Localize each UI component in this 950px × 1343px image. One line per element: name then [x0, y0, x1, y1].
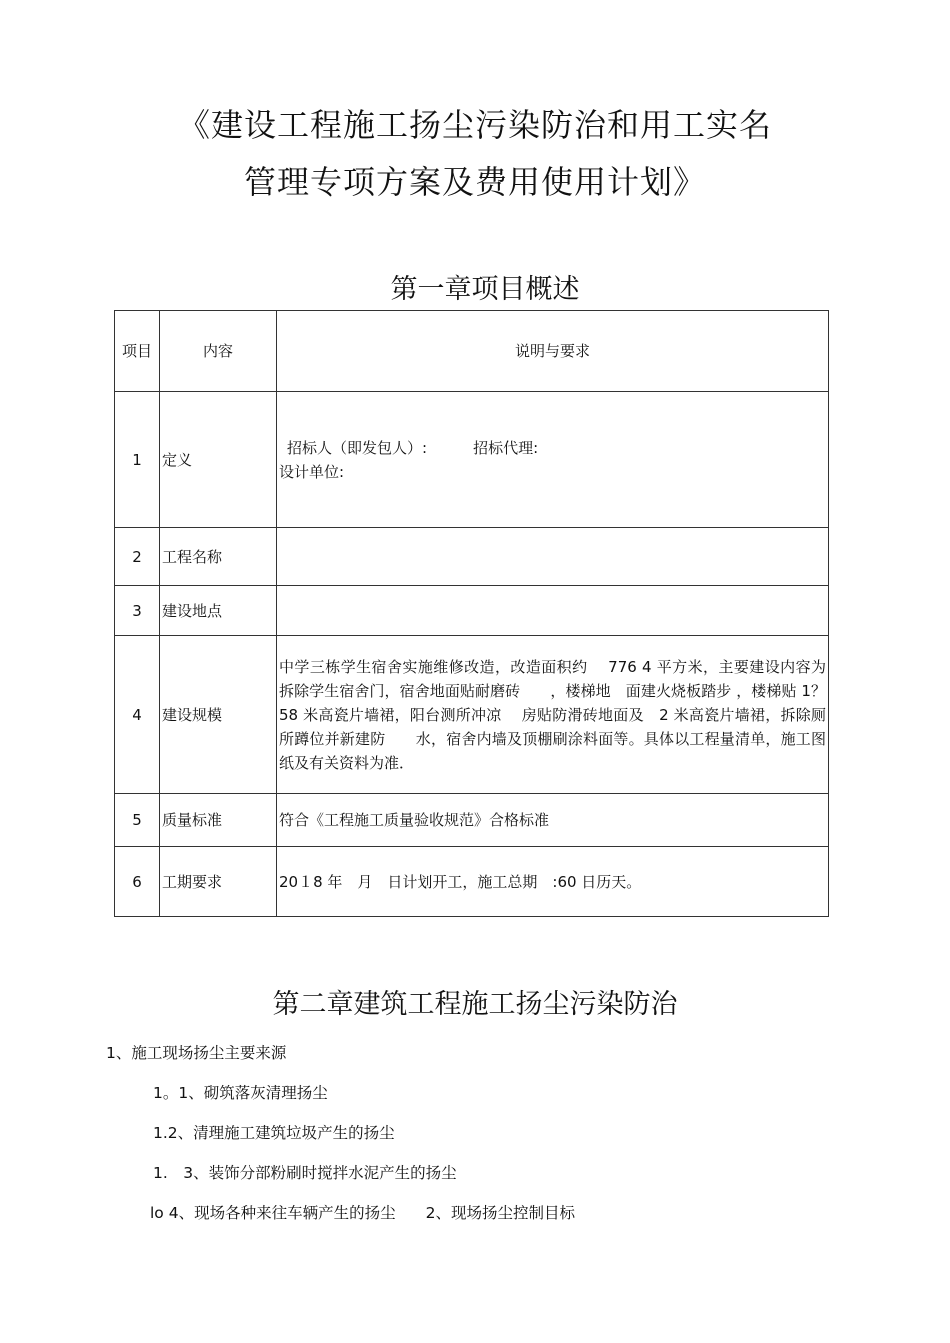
row-item: 质量标准	[160, 794, 277, 847]
header-description: 说明与要求	[277, 311, 829, 392]
row-number: 2	[115, 528, 160, 586]
row-number: 3	[115, 586, 160, 636]
row-item: 定义	[160, 392, 277, 528]
definition-line	[279, 436, 826, 460]
row-description: 20１8 年 月 日计划开工，施工总期 :60 日历天。	[277, 847, 829, 917]
chapter-two-heading: 第二章建筑工程施工扬尘污染防治	[272, 989, 678, 1020]
agent-label: 招标代理:	[473, 438, 539, 457]
table-row	[115, 528, 829, 586]
row-number: 5	[115, 794, 160, 847]
row-description: 符合《工程施工质量验收规范》合格标准	[277, 794, 829, 847]
row-description	[277, 392, 829, 528]
table-row	[115, 794, 829, 847]
table-row	[115, 392, 829, 528]
row-item: 建设地点	[160, 586, 277, 636]
row-number: 4	[115, 636, 160, 794]
header-item-no: 项目	[115, 311, 160, 392]
table-row	[115, 847, 829, 917]
row-description	[277, 528, 829, 586]
row-description	[277, 586, 829, 636]
row-item: 工期要求	[160, 847, 277, 917]
header-content: 内容	[160, 311, 277, 392]
list-item: 1.2、清理施工建筑垃圾产生的扬尘	[153, 1124, 395, 1142]
project-overview-table	[114, 310, 861, 917]
row-number: 1	[115, 392, 160, 528]
list-item-text: lo 4、现场各种来往车辆产生的扬尘	[150, 1204, 396, 1222]
tenderer-label: 招标人（即发包人）:	[287, 438, 428, 457]
list-item-text: 2、现场扬尘控制目标	[425, 1204, 575, 1222]
table-row	[115, 586, 829, 636]
row-description: 中学三栋学生宿舍实施维修改造，改造面积约 776 4 平方米，主要建设内容为拆除学生宿舍门，宿舍地面贴耐磨砖 ，楼梯地 面建火烧板踏步 ，楼梯贴 1？58 米高瓷片墙裙，阳台测所冲凉 房贴防滑砖地面及 2 米高瓷片墙裙，拆除厕所蹲位并新建防 水，宿舍内墙及顶棚刷涂料面等。具体以工程量清单，施工图 纸及有关资料为准．	[277, 636, 829, 794]
table-row	[115, 636, 829, 794]
row-item: 建设规模	[160, 636, 277, 794]
row-item: 工程名称	[160, 528, 277, 586]
document-title-line1: 《建设工程施工扬尘污染防治和用工实名	[177, 106, 772, 144]
list-item	[150, 1201, 575, 1223]
document-title-line2: 管理专项方案及费用使用计划》	[243, 163, 706, 201]
list-item: 1。1、砌筑落灰清理扬尘	[153, 1084, 328, 1102]
list-item: 1. 3、装饰分部粉刷时搅拌水泥产生的扬尘	[153, 1164, 457, 1182]
table-header-row	[115, 311, 829, 392]
designer-label: 设计单位:	[279, 462, 345, 481]
row-number: 6	[115, 847, 160, 917]
list-item: 1、施工现场扬尘主要来源	[106, 1044, 287, 1062]
chapter-one-heading: 第一章项目概述	[390, 274, 580, 305]
